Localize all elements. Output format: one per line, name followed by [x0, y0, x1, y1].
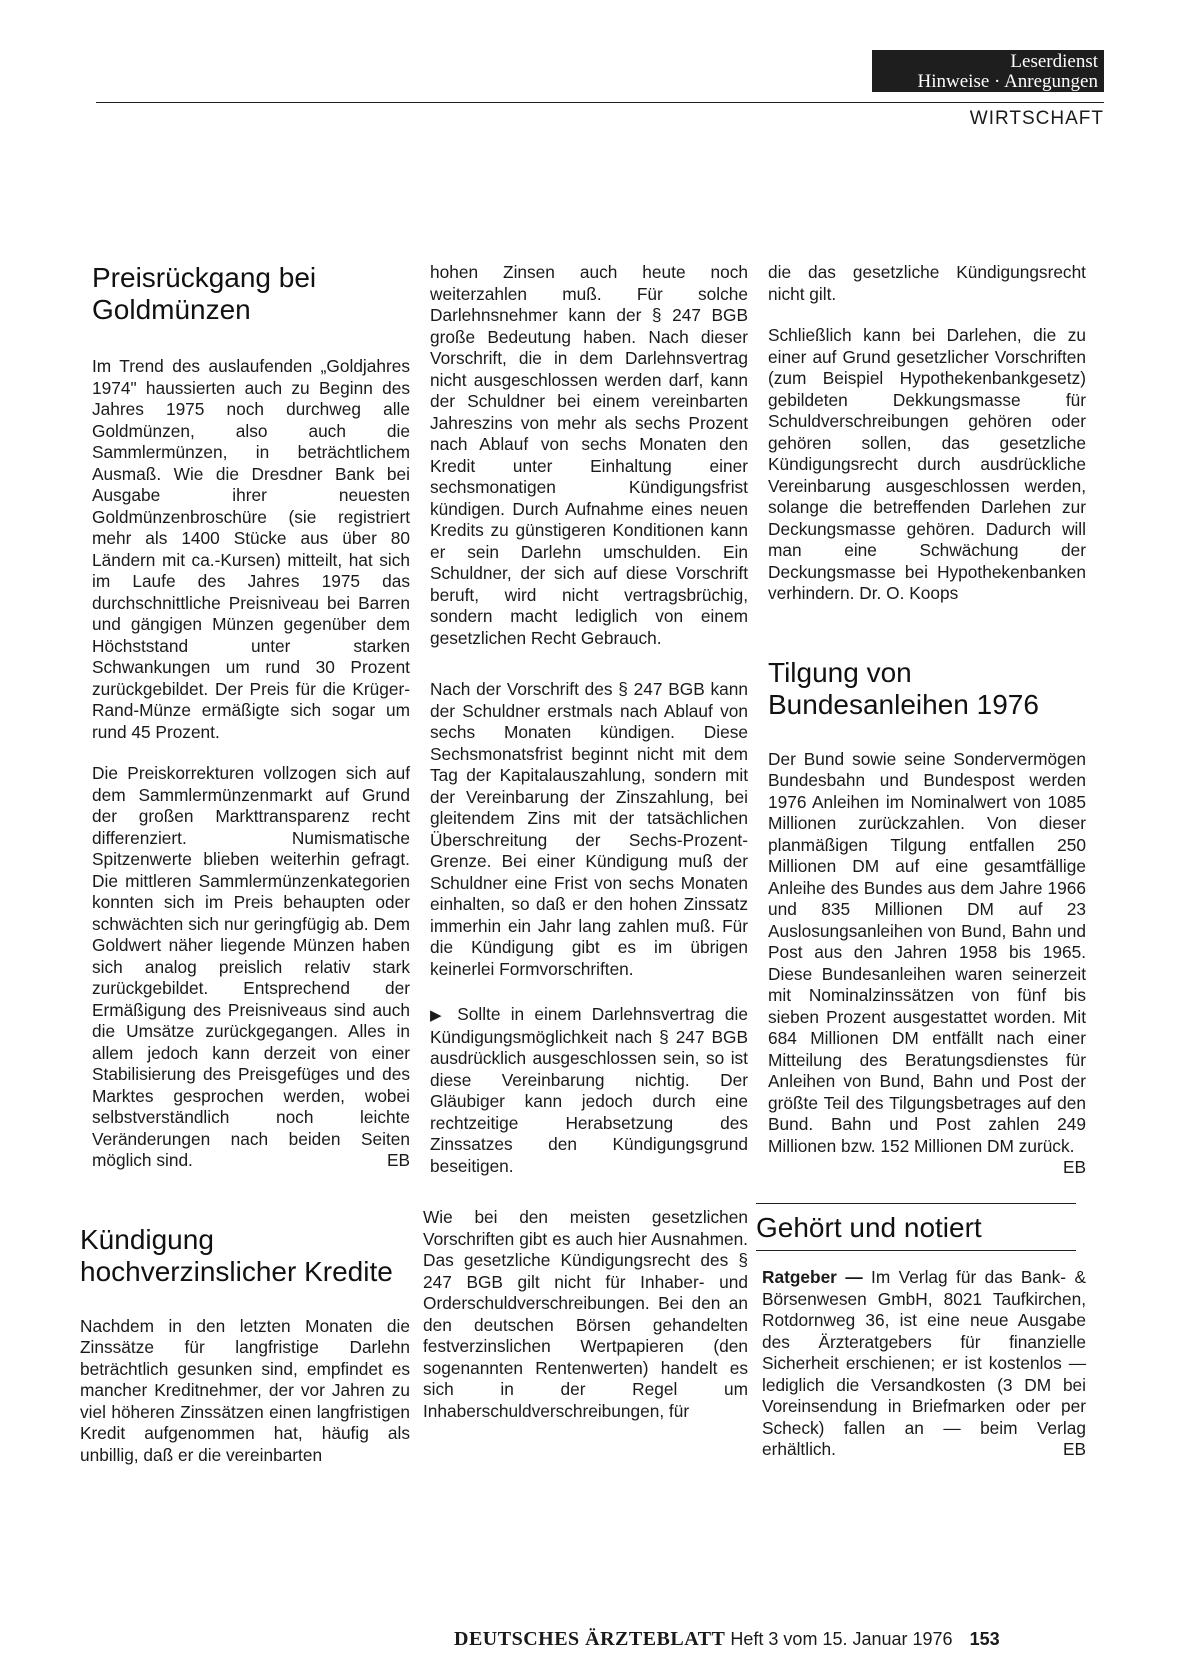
- kuendigung-paragraph-7: Schließlich kann bei Darlehen, die zu einer auf Grund gesetzlicher Vorschriften (zum Beispiel Hypothekenbankgesetz) gebildeten Dekkungsmasse für Schuldverschreibungen gehören oder gehören sollen, das gesetzliche Kündigungsrecht durch ausdrückliche Vereinbarung ausgeschlossen werden, solange die betreffenden Darlehen zur Deckungsmasse gehören. Dadurch will man eine Schwächung der Deckungsmasse bei Hypothekenbanken verhindern. Dr. O. Koops: [768, 325, 1086, 603]
- notiert-heading-box: [756, 1203, 1086, 1251]
- section-label: WIRTSCHAFT: [969, 108, 1104, 129]
- goldmuenzen-paragraph-2: Die Preiskorrekturen vollzogen sich auf dem Sammlermünzenmarkt auf Grund der großen Markttransparenz recht differenziert. Numismatische Spitzenwerte blieben weiterhin gefragt. Die mittleren Sammlermünzenkategorien konnten sich im Preis behaupten oder schwächten sich nur geringfügig ab. Dem Goldwert näher liegende Münzen haben sich analog preislich relativ stark zurückgebildet. Entsprechend der Ermäßigung des Preisniveaus sind auch die Umsätze zurückgegangen. Alles in allem jedoch kann derzeit von einer Stabilisierung des Preisgefüges und des Marktes gesprochen werden, wobei selbstverständlich noch leichte Veränderungen nach beiden Seiten möglich sind. EB: [92, 763, 410, 1170]
- hints-suggestions-label: Hinweise · Anregungen: [917, 71, 1098, 92]
- page-footer: [454, 1628, 1000, 1651]
- column-3: [756, 262, 1086, 1461]
- article-title-gehoert-notiert: Gehört und notiert: [756, 1212, 982, 1243]
- tilgung-paragraph: Der Bund sowie seine Sondervermögen Bundesbahn und Bundespost werden 1976 Anleihen im Nominalwert von 1085 Millionen zurückzahlen. Von dieser planmäßigen Tilgung entfallen 250 Millionen DM auf eine gesamtfällige Anleihe des Bundes aus dem Jahre 1966 und 835 Millionen DM auf 23 Auslosungsanleihen von Bund, Bahn und Post aus den Jahren 1958 bis 1965. Diese Bundesanleihen waren seinerzeit mit Nominalzinssätzen von fünf bis sieben Prozent ausgestattet worden. Mit 684 Millionen DM entfällt nach einer Mitteilung des Beratungsdienstes für Anleihen von Bund, Bahn und Post der größte Teil des Tilgungsbetrages auf den Bund. Bahn und Post zahlen 249 Millionen bzw. 152 Millionen DM zurück. EB: [768, 748, 1086, 1177]
- ratgeber-lead: Ratgeber —: [762, 1267, 863, 1287]
- article-title-goldmuenzen: Preisrückgang bei Goldmünzen: [92, 262, 317, 325]
- page-number: 153: [969, 1629, 1000, 1649]
- kuendigung-paragraph-3: Nach der Vorschrift des § 247 BGB kann der Schuldner erstmals nach Ablauf von sechs Monaten kündigen. Diese Sechsmonatsfrist beginnt nicht mit dem Tag der Kapitalauszahlung, sondern mit der Vereinbarung der Zinszahlung, bei gleitendem Zins mit der tatsächlichen Überschreitung der Sechs-Prozent-Grenze. Bei einer Kündigung muß der Schuldner eine Frist von sechs Monaten einhalten, so daß er den hohen Zinssatz immerhin ein Jahr lang zahlen muß. Für die Kündigung gibt es im übrigen keinerlei Formvorschriften.: [430, 679, 748, 979]
- reader-service-label: Leserdienst: [1010, 51, 1098, 72]
- column-1: [80, 262, 410, 1466]
- author-signature: Dr. O. Koops: [859, 583, 959, 603]
- kuendigung-paragraph-4: ▶ Sollte in einem Darlehnsvertrag die Kündigungsmöglichkeit nach § 247 BGB ausdrücklich ausgeschlossen sein, so ist diese Vereinbarung nichtig. Der Gläubiger kann jedoch durch eine rechtzeitige Herabsetzung des Zinssatzes den Kündigungsgrund beseitigen.: [430, 1004, 748, 1176]
- issue-info: Heft 3 vom 15. Januar 1976: [730, 1629, 953, 1649]
- header-rule: [96, 102, 1104, 103]
- kuendigung-paragraph-5: Wie bei den meisten gesetzlichen Vorschriften gibt es auch hier Ausnahmen. Das gesetzliche Kündigungsrecht des § 247 BGB gilt nicht für Inhaber- und Orderschuldverschreibungen. Bei den an den deutschen Börsen gehandelten festverzinslichen Wertpapieren (den sogenannten Rentenwerten) handelt es sich in der Regel um Inhaberschuldverschreibungen, für: [423, 1207, 748, 1421]
- goldmuenzen-paragraph-1: Im Trend des auslaufenden „Goldjahres 1974" haussierten auch zu Beginn des Jahres 1975 noch durchweg alle Goldmünzen, also auch die Sammlermünzen, in beträchtlichem Ausmaß. Wie die Dresdner Bank bei Ausgabe ihrer neuesten Goldmünzenbroschüre (sie registriert mehr als 1400 Stücke aus über 80 Ländern mit ca.-Kursen) mitteilt, hat sich im Laufe des Jahres 1975 das durchschnittliche Preisniveau bei Barren und gängigen Münzen gegenüber dem Höchststand unter starken Schwankungen um rund 30 Prozent zurückgebildet. Der Preis für die Krüger-Rand-Münze ermäßigte sich sogar um rund 45 Prozent.: [92, 356, 410, 742]
- article-title-kuendigung: Kündigung hochverzinslicher Kredite: [80, 1223, 393, 1287]
- reader-service-box: [872, 50, 1104, 92]
- kuendigung-paragraph-6: die das gesetzliche Kündigungsrecht nicht gilt.: [768, 262, 1086, 304]
- author-signature: EB: [386, 1150, 410, 1170]
- author-signature: EB: [1062, 1157, 1086, 1177]
- kuendigung-paragraph-1: Nachdem in den letzten Monaten die Zinssätze für langfristige Darlehn beträchtlich gesunken sind, empfindet es mancher Kreditnehmer, der vor Jahren zu viel höheren Zinssätzen einen langfristigen Kredit aufgenommen hat, häufig als unbillig, daß er die vereinbarten: [80, 1315, 410, 1465]
- journal-name: DEUTSCHES ÄRZTEBLATT: [454, 1628, 726, 1650]
- article-title-tilgung: Tilgung von Bundesanleihen 1976: [768, 656, 1039, 720]
- column-2: [423, 262, 748, 1422]
- triangle-marker-icon: ▶: [430, 1007, 447, 1024]
- author-signature: EB: [1062, 1439, 1086, 1459]
- ratgeber-paragraph: Ratgeber — Im Verlag für das Bank- & Börsenwesen GmbH, 8021 Taufkirchen, Rotdornweg 36, ist eine neue Ausgabe des Ärzteratgebers für finanzielle Sicherheit erschienen; er ist kostenlos — lediglich die Versandkosten (3 DM bei Voreinsendung in Briefmarken oder per Scheck) fallen an — beim Verlag erhältlich. EB: [762, 1267, 1086, 1459]
- kuendigung-paragraph-2: hohen Zinsen auch heute noch weiterzahlen muß. Für solche Darlehnsnehmer kann der § 247 BGB große Bedeutung haben. Nach dieser Vorschrift, die in dem Darlehnsvertrag nicht ausgeschlossen werden darf, kann der Schuldner bei einem vereinbarten Jahreszins von mehr als sechs Prozent nach Ablauf von sechs Monaten den Kredit unter Einhaltung einer sechsmonatigen Kündigungsfrist kündigen. Durch Aufnahme eines neuen Kredits zu günstigeren Konditionen kann er sein Darlehn umschulden. Ein Schuldner, der sich auf diese Vorschrift beruft, wird nicht vertragsbrüchig, sondern macht lediglich von einem gesetzlichen Recht Gebrauch.: [430, 262, 748, 648]
